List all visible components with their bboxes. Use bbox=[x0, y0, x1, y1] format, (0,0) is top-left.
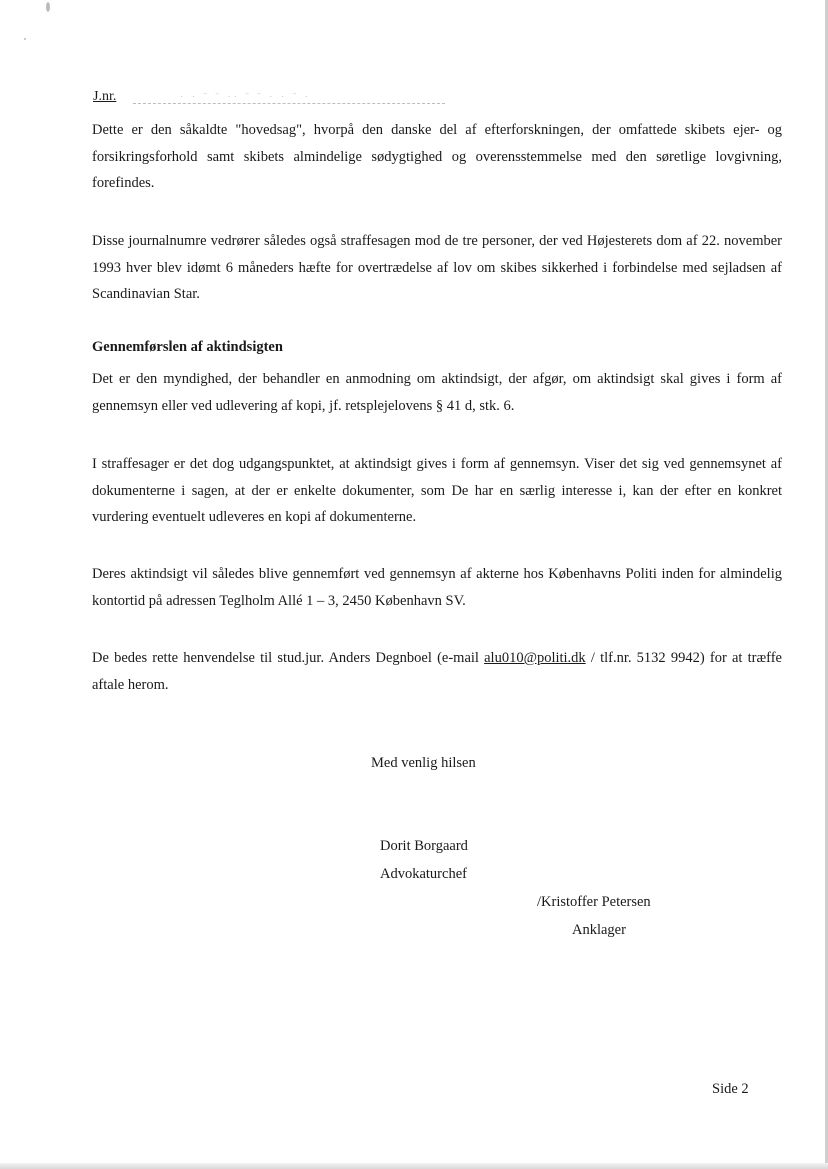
contact-text-before: De bedes rette henvendelse til stud.jur. Anders Degnboel (e-mail bbox=[92, 650, 485, 666]
signer2-name: /Kristoffer Petersen bbox=[537, 894, 651, 910]
section-heading: Gennemførslen af aktindsigten bbox=[92, 339, 283, 355]
email-link[interactable]: alu010@politi.dk bbox=[484, 650, 586, 666]
journal-number-label: J.nr. bbox=[93, 89, 117, 104]
closing-greeting: Med venlig hilsen bbox=[371, 755, 476, 771]
redaction-marks: · · ˉ ˉ ·· ˉ ˉ · · ˉ · bbox=[180, 92, 311, 103]
signer2-title: Anklager bbox=[572, 922, 626, 938]
paragraph-gennemfoert: Deres aktindsigt vil således blive gennemført ved gennemsyn af akterne hos Københavns Politi inden for almindelig kontortid på adressen Teglholm Allé 1 – 3, 2450 København SV. bbox=[92, 566, 782, 609]
paragraph-henvendelse bbox=[92, 645, 782, 698]
signer1-name: Dorit Borgaard bbox=[380, 838, 468, 854]
scan-speck bbox=[24, 38, 26, 40]
contact-text-after: / tlf.nr. 5132 9942) for at træffe aftale herom. bbox=[92, 650, 782, 693]
paragraph-myndighed: Det er den myndighed, der behandler en anmodning om aktindsigt, der afgør, om aktindsigt skal gives i form af gennemsyn eller ved udlevering af kopi, jf. retsplejelovens § 41 d, stk. 6. bbox=[92, 371, 782, 414]
signer1-title: Advokaturchef bbox=[380, 866, 467, 882]
page-number: Side 2 bbox=[712, 1081, 749, 1097]
journal-number bbox=[93, 89, 116, 105]
paragraph-journalnumre: Disse journalnumre vedrører således også straffesagen mod de tre personer, der ved Højesterets dom af 22. november 1993 hver blev idømt 6 måneders hæfte for overtrædelse af lov om skibes sikkerhed i forbindelse med sejladsen af Scandinavian Star. bbox=[92, 233, 782, 302]
paragraph-straffesager: I straffesager er det dog udgangspunktet, at aktindsigt gives i form af gennemsyn. Viser det sig ved gennemsynet af dokumenterne i sagen, at der er enkelte dokumenter, som De har en særlig interesse i, kan der efter en konkret vurdering eventuelt udleveres en kopi af dokumenterne. bbox=[92, 456, 782, 525]
scan-speck bbox=[46, 2, 50, 12]
paragraph-hovedsag: Dette er den såkaldte "hovedsag", hvorpå den danske del af efterforskningen, der omfattede skibets ejer- og forsikringsforhold samt skibets almindelige sødygtighed og overensstemmelse med den søretlige lovgivning, forefindes. bbox=[92, 122, 782, 191]
page-edge-bottom bbox=[0, 1163, 828, 1169]
